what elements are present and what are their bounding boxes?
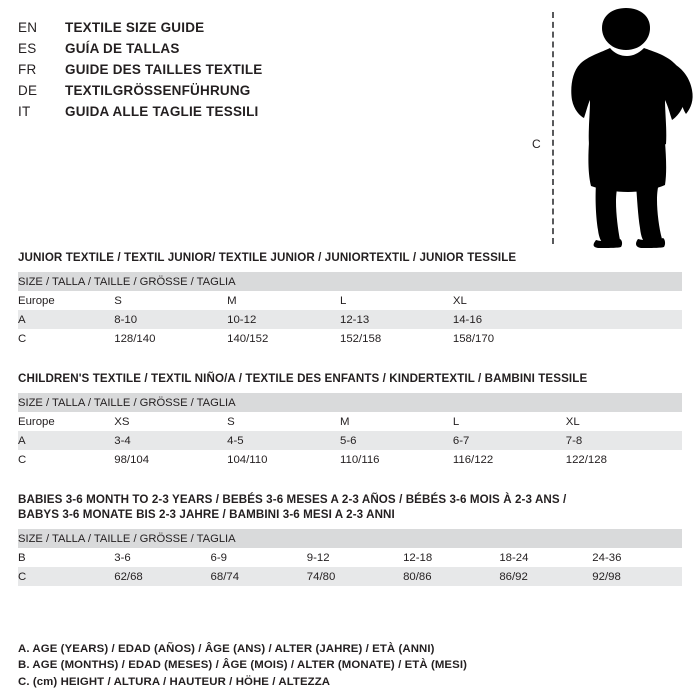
legend-line-b: B. AGE (MONTHS) / EDAD (MESES) / ÂGE (MOIS) / ALTER (MONATE) / ETÀ (MESI) <box>18 659 467 671</box>
cell-value: S <box>114 291 227 310</box>
size-header-label: SIZE / TALLA / TAILLE / GRÖSSE / TAGLIA <box>18 272 682 291</box>
language-title: TEXTILGRÖSSENFÜHRUNG <box>65 83 251 98</box>
cell-value: 10-12 <box>227 310 340 329</box>
table-row <box>18 529 682 548</box>
junior-size-table <box>18 272 682 348</box>
table-row <box>18 310 682 329</box>
language-code: DE <box>18 83 38 98</box>
table-row <box>18 450 682 469</box>
cell-value: M <box>227 291 340 310</box>
cell-value: 4-5 <box>227 431 340 450</box>
language-title: TEXTILE SIZE GUIDE <box>65 20 205 35</box>
legend-line-a: A. AGE (YEARS) / EDAD (AÑOS) / ÂGE (ANS) / ALTER (JAHRE) / ETÀ (ANNI) <box>18 642 435 655</box>
size-header-label: SIZE / TALLA / TAILLE / GRÖSSE / TAGLIA <box>18 393 682 412</box>
cell-value: S <box>227 412 340 431</box>
row-label: C <box>18 450 114 469</box>
language-row <box>18 20 488 41</box>
height-measure-dashed-line <box>552 12 554 244</box>
table-row <box>18 272 682 291</box>
language-title: GUIDE DES TAILLES TEXTILE <box>65 62 263 77</box>
cell-value: 3-6 <box>114 548 210 567</box>
language-row <box>18 62 488 83</box>
cell-value: 62/68 <box>114 567 210 586</box>
row-label: C <box>18 567 114 586</box>
cell-value: M <box>340 412 453 431</box>
babies-size-table <box>18 529 682 586</box>
cell-value: 104/110 <box>227 450 340 469</box>
section-babies-textile <box>18 492 682 586</box>
child-silhouette-icon <box>558 8 694 248</box>
cell-value: XS <box>114 412 227 431</box>
cell-value: 116/122 <box>453 450 566 469</box>
language-row <box>18 104 488 125</box>
cell-value: 86/92 <box>499 567 592 586</box>
cell-value: XL <box>453 291 566 310</box>
childrens-size-table <box>18 393 682 469</box>
cell-value: 3-4 <box>114 431 227 450</box>
cell-value: 7-8 <box>566 431 682 450</box>
language-title: GUÍA DE TALLAS <box>65 41 180 56</box>
measure-label-c: C <box>532 137 541 151</box>
table-row <box>18 548 682 567</box>
language-code: FR <box>18 62 37 77</box>
language-row <box>18 41 488 62</box>
row-label: Europe <box>18 412 114 431</box>
row-label: C <box>18 329 114 348</box>
section-childrens-textile <box>18 371 682 469</box>
language-row <box>18 83 488 104</box>
section-title-line2: BABYS 3-6 MONATE BIS 2-3 JAHRE / BAMBINI 3-6 MESI A 2-3 ANNI <box>18 508 395 521</box>
legend-block <box>18 641 682 691</box>
cell-value: 158/170 <box>453 329 566 348</box>
row-label: Europe <box>18 291 114 310</box>
cell-value: 110/116 <box>340 450 453 469</box>
cell-value: 152/158 <box>340 329 453 348</box>
cell-value: 9-12 <box>307 548 403 567</box>
cell-value: 12-13 <box>340 310 453 329</box>
height-figure <box>500 8 695 248</box>
cell-value: 68/74 <box>211 567 307 586</box>
cell-value: 80/86 <box>403 567 499 586</box>
table-row <box>18 393 682 412</box>
cell-value: XL <box>566 412 682 431</box>
cell-value: 24-36 <box>592 548 682 567</box>
table-row <box>18 412 682 431</box>
cell-value: 18-24 <box>499 548 592 567</box>
cell-value: 98/104 <box>114 450 227 469</box>
cell-value: 92/98 <box>592 567 682 586</box>
cell-value: 128/140 <box>114 329 227 348</box>
cell-empty <box>566 291 682 310</box>
row-label: B <box>18 548 114 567</box>
section-title-line1: BABIES 3-6 MONTH TO 2-3 YEARS / BEBÉS 3-6 MESES A 2-3 AÑOS / BÉBÉS 3-6 MOIS À 2-3 ANS / <box>18 493 567 506</box>
section-title: CHILDREN'S TEXTILE / TEXTIL NIÑO/A / TEXTILE DES ENFANTS / KINDERTEXTIL / BAMBINI TESSILE <box>18 372 588 385</box>
cell-value: L <box>453 412 566 431</box>
language-title: GUIDA ALLE TAGLIE TESSILI <box>65 104 259 119</box>
section-junior-textile <box>18 250 682 348</box>
row-label: A <box>18 310 114 329</box>
cell-value: L <box>340 291 453 310</box>
table-row <box>18 567 682 586</box>
cell-value: 140/152 <box>227 329 340 348</box>
cell-value: 6-9 <box>211 548 307 567</box>
size-header-label: SIZE / TALLA / TAILLE / GRÖSSE / TAGLIA <box>18 529 682 548</box>
cell-value: 122/128 <box>566 450 682 469</box>
cell-value: 6-7 <box>453 431 566 450</box>
table-row <box>18 329 682 348</box>
cell-value: 74/80 <box>307 567 403 586</box>
table-row <box>18 431 682 450</box>
language-code: ES <box>18 41 37 56</box>
cell-empty <box>566 329 682 348</box>
cell-value: 8-10 <box>114 310 227 329</box>
cell-value: 5-6 <box>340 431 453 450</box>
language-code: IT <box>18 104 31 119</box>
cell-value: 12-18 <box>403 548 499 567</box>
section-title: JUNIOR TEXTILE / TEXTIL JUNIOR/ TEXTILE JUNIOR / JUNIORTEXTIL / JUNIOR TESSILE <box>18 251 517 264</box>
language-title-block <box>18 20 488 125</box>
row-label: A <box>18 431 114 450</box>
language-code: EN <box>18 20 38 35</box>
cell-value: 14-16 <box>453 310 566 329</box>
legend-line-c: C. (cm) HEIGHT / ALTURA / HAUTEUR / HÖHE / ALTEZZA <box>18 675 331 688</box>
table-row <box>18 291 682 310</box>
cell-empty <box>566 310 682 329</box>
